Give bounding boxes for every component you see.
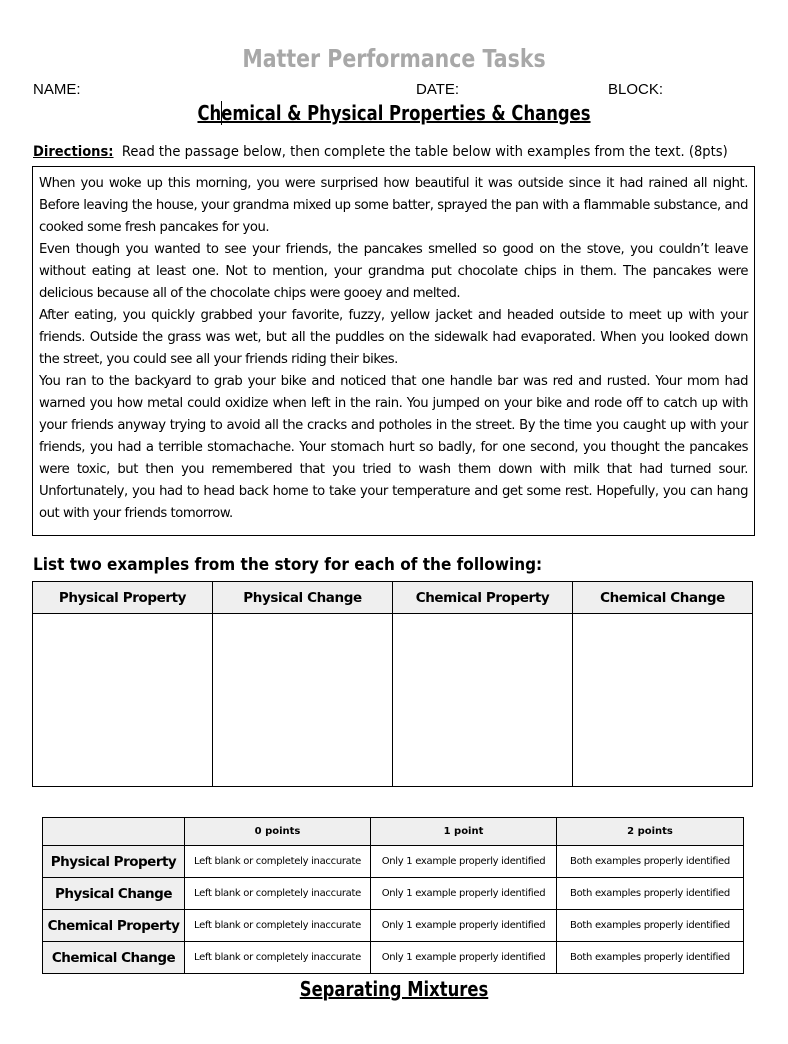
directions — [33, 144, 728, 160]
header-physical-change: Physical Change — [213, 582, 393, 614]
directions-text: Read the passage below, then complete the table below with examples from the text. (8pts) — [121, 144, 728, 160]
rubric-two: Both examples properly identified — [557, 878, 744, 910]
passage-paragraph: When you woke up this morning, you were surprised how beautiful it was outside since it had rained all night. Before leaving the house, your grandma mixed up some batter, sprayed the pan with a flammable substance, and cooked some fresh pancakes for you. — [39, 176, 748, 235]
rubric-header-blank — [43, 818, 185, 846]
rubric-header-2-points: 2 points — [557, 818, 744, 846]
rubric-two: Both examples properly identified — [557, 942, 744, 974]
date-label: DATE: — [416, 81, 460, 98]
rubric-row — [43, 846, 744, 878]
rubric-zero: Left blank or completely inaccurate — [185, 878, 371, 910]
passage-paragraph: You ran to the backyard to grab your bike and noticed that one handle bar was red and rusted. Your mom had warned you how metal could oxidize when left in the rain. You jumped on your bike and rode off to catch up with your friends anyway trying to avoid all the cracks and potholes in the street. By the time you caught up with your friends, you had a terrible stomachache. Your stomach hurt so badly, for one second, you thought the pancakes were toxic, but then you remembered that you tried to wash them down with milk that had turned sour. Unfortunately, you had to head back home to take your temperature and get some rest. Hopefully, you can hang out with your friends tomorrow. — [39, 374, 748, 521]
list-heading: List two examples from the story for each of the following: — [33, 555, 543, 575]
section-title: Chemical & Physical Properties & Changes — [197, 101, 591, 125]
header-chemical-property: Chemical Property — [393, 582, 573, 614]
examples-table — [32, 581, 753, 787]
block-label: BLOCK: — [608, 81, 664, 98]
passage-paragraph: Even though you wanted to see your friends, the pancakes smelled so good on the stove, you couldn’t leave without eating at least one. Not to mention, your grandma put chocolate chips in them. The pancakes were delicious because all of the chocolate chips were gooey and melted. — [39, 242, 748, 301]
rubric-category: Chemical Property — [43, 910, 185, 942]
rubric-row — [43, 878, 744, 910]
rubric-category: Physical Change — [43, 878, 185, 910]
next-section-title: Separating Mixtures — [299, 977, 489, 1001]
rubric-one: Only 1 example properly identified — [371, 878, 557, 910]
rubric-header-0-points: 0 points — [185, 818, 371, 846]
rubric-zero: Left blank or completely inaccurate — [185, 910, 371, 942]
page-title: Matter Performance Tasks — [242, 44, 546, 73]
name-label: NAME: — [33, 81, 81, 98]
rubric-row — [43, 910, 744, 942]
rubric-one: Only 1 example properly identified — [371, 846, 557, 878]
passage-box — [32, 166, 755, 536]
answer-cell-chemical-property[interactable] — [393, 614, 573, 787]
rubric-two: Both examples properly identified — [557, 846, 744, 878]
rubric-one: Only 1 example properly identified — [371, 910, 557, 942]
answer-cell-chemical-change[interactable] — [573, 614, 753, 787]
rubric-zero: Left blank or completely inaccurate — [185, 942, 371, 974]
passage-paragraph: After eating, you quickly grabbed your favorite, fuzzy, yellow jacket and headed outside to meet up with your friends. Outside the grass was wet, but all the puddles on the sidewalk had evaporated. When you looked down the street, you could see all your friends riding their bikes. — [39, 308, 748, 367]
rubric-row — [43, 942, 744, 974]
answer-cell-physical-property[interactable] — [33, 614, 213, 787]
header-chemical-change: Chemical Change — [573, 582, 753, 614]
rubric-category: Chemical Change — [43, 942, 185, 974]
rubric-one: Only 1 example properly identified — [371, 942, 557, 974]
header-physical-property: Physical Property — [33, 582, 213, 614]
directions-label: Directions: — [33, 144, 114, 160]
rubric-category: Physical Property — [43, 846, 185, 878]
rubric-table — [42, 817, 744, 974]
rubric-two: Both examples properly identified — [557, 910, 744, 942]
rubric-header-1-point: 1 point — [371, 818, 557, 846]
rubric-zero: Left blank or completely inaccurate — [185, 846, 371, 878]
answer-cell-physical-change[interactable] — [213, 614, 393, 787]
